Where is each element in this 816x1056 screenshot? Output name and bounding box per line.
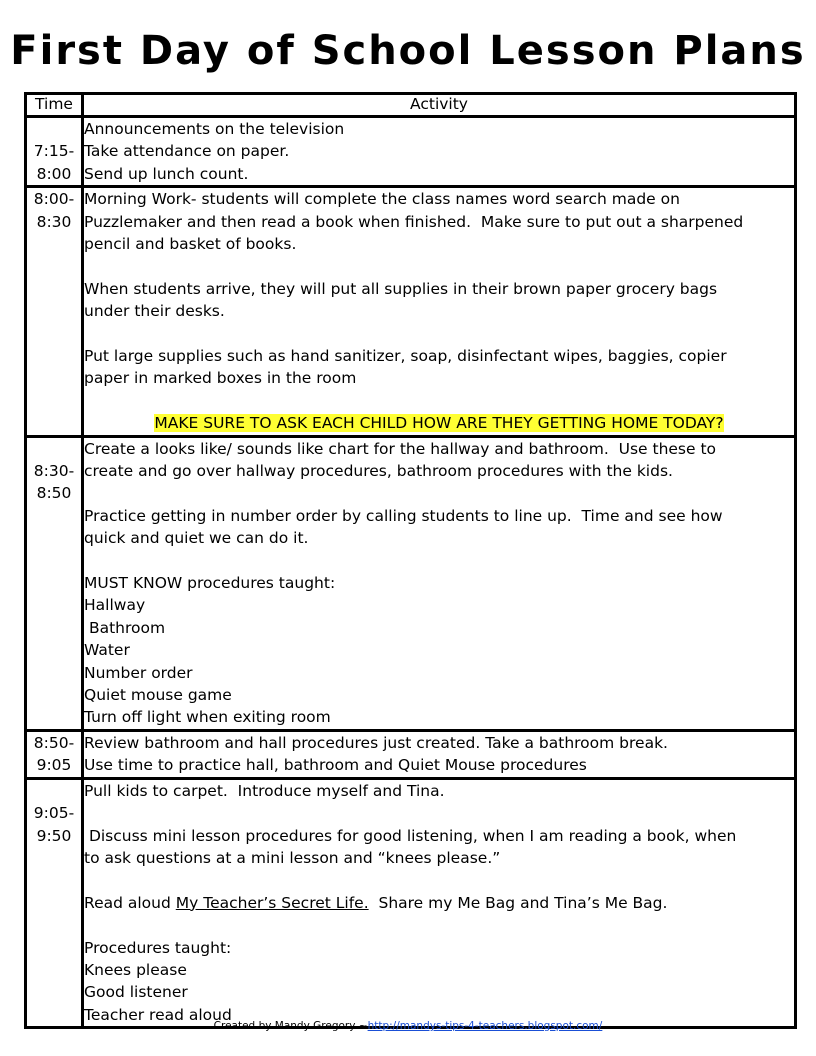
procedure-item: Bathroom xyxy=(84,618,166,637)
time-start: 8:00- xyxy=(33,190,75,209)
time-end: 8:50 xyxy=(36,484,72,503)
procedure-item: Teacher read aloud xyxy=(84,1005,232,1024)
activity-line: pencil and basket of books. xyxy=(84,235,297,254)
activity-cell xyxy=(83,117,796,187)
read-aloud-suffix: Share my Me Bag and Tina’s Me Bag. xyxy=(368,893,668,912)
time-start: 7:15- xyxy=(33,142,75,161)
footer-credit xyxy=(0,1020,816,1032)
time-cell xyxy=(26,117,83,187)
activity-line: to ask questions at a mini lesson and “knees please.” xyxy=(84,848,501,867)
activity-cell xyxy=(83,436,796,730)
lesson-plan-table xyxy=(24,92,797,1029)
book-title: My Teacher’s Secret Life. xyxy=(175,893,369,912)
activity-column-header: Activity xyxy=(83,94,796,117)
activity-line: under their desks. xyxy=(84,302,225,321)
read-aloud-line xyxy=(84,892,794,914)
activity-line: Procedures taught: xyxy=(84,938,232,957)
activity-line: Review bathroom and hall procedures just created. Take a bathroom break. xyxy=(84,733,668,752)
activity-line: Practice getting in number order by calling students to line up. Time and see how xyxy=(84,506,723,525)
page-title: First Day of School Lesson Plans xyxy=(10,28,806,74)
activity-line: create and go over hallway procedures, bathroom procedures with the kids. xyxy=(84,462,673,481)
blog-link[interactable]: http://mandys-tips-4-teachers.blogspot.com/ xyxy=(367,1020,603,1032)
table-header-row xyxy=(26,94,796,117)
activity-line: MUST KNOW procedures taught: xyxy=(84,574,336,593)
activity-cell xyxy=(83,187,796,436)
time-cell xyxy=(26,730,83,778)
activity-line: quick and quiet we can do it. xyxy=(84,529,309,548)
time-end: 9:05 xyxy=(36,756,72,775)
activity-line: Puzzlemaker and then read a book when finished. Make sure to put out a sharpened xyxy=(84,212,744,231)
time-column-header: Time xyxy=(26,94,83,117)
activity-cell xyxy=(83,778,796,1027)
time-start: 9:05- xyxy=(33,804,75,823)
activity-line: Take attendance on paper. xyxy=(84,142,290,161)
procedure-item: Number order xyxy=(84,663,193,682)
time-end: 8:30 xyxy=(36,212,72,231)
highlighted-reminder: MAKE SURE TO ASK EACH CHILD HOW ARE THEY GETTING HOME TODAY? xyxy=(154,414,724,433)
time-end: 8:00 xyxy=(36,164,72,183)
time-cell xyxy=(26,778,83,1027)
activity-line: Announcements on the television xyxy=(84,120,345,138)
activity-line: Discuss mini lesson procedures for good listening, when I am reading a book, when xyxy=(84,826,737,845)
time-end: 9:50 xyxy=(36,826,72,845)
time-cell xyxy=(26,436,83,730)
time-cell xyxy=(26,187,83,436)
activity-line: Pull kids to carpet. Introduce myself and Tina. xyxy=(84,781,445,800)
table-row xyxy=(26,778,796,1027)
activity-line: Create a looks like/ sounds like chart for the hallway and bathroom. Use these to xyxy=(84,439,717,458)
procedure-item: Knees please xyxy=(84,960,187,979)
procedure-item: Quiet mouse game xyxy=(84,686,232,705)
time-start: 8:30- xyxy=(33,462,75,481)
activity-line: Put large supplies such as hand sanitizer, soap, disinfectant wipes, baggies, copier xyxy=(84,347,727,366)
activity-line: paper in marked boxes in the room xyxy=(84,369,357,388)
table-row xyxy=(26,117,796,187)
activity-line: Send up lunch count. xyxy=(84,164,249,183)
procedure-item: Good listener xyxy=(84,983,188,1002)
activity-line: Use time to practice hall, bathroom and Quiet Mouse procedures xyxy=(84,756,587,775)
procedure-item: Hallway xyxy=(84,596,146,615)
table-row xyxy=(26,730,796,778)
procedure-item: Turn off light when exiting room xyxy=(84,708,331,727)
table-row xyxy=(26,187,796,436)
activity-cell xyxy=(83,730,796,778)
table-row xyxy=(26,436,796,730)
time-start: 8:50- xyxy=(33,733,75,752)
read-aloud-prefix: Read aloud xyxy=(84,893,176,912)
procedure-item: Water xyxy=(84,641,130,660)
footer-text: Created by Mandy Gregory ~ xyxy=(213,1020,368,1032)
activity-line: When students arrive, they will put all supplies in their brown paper grocery bags xyxy=(84,279,718,298)
activity-line: Morning Work- students will complete the class names word search made on xyxy=(84,190,680,209)
